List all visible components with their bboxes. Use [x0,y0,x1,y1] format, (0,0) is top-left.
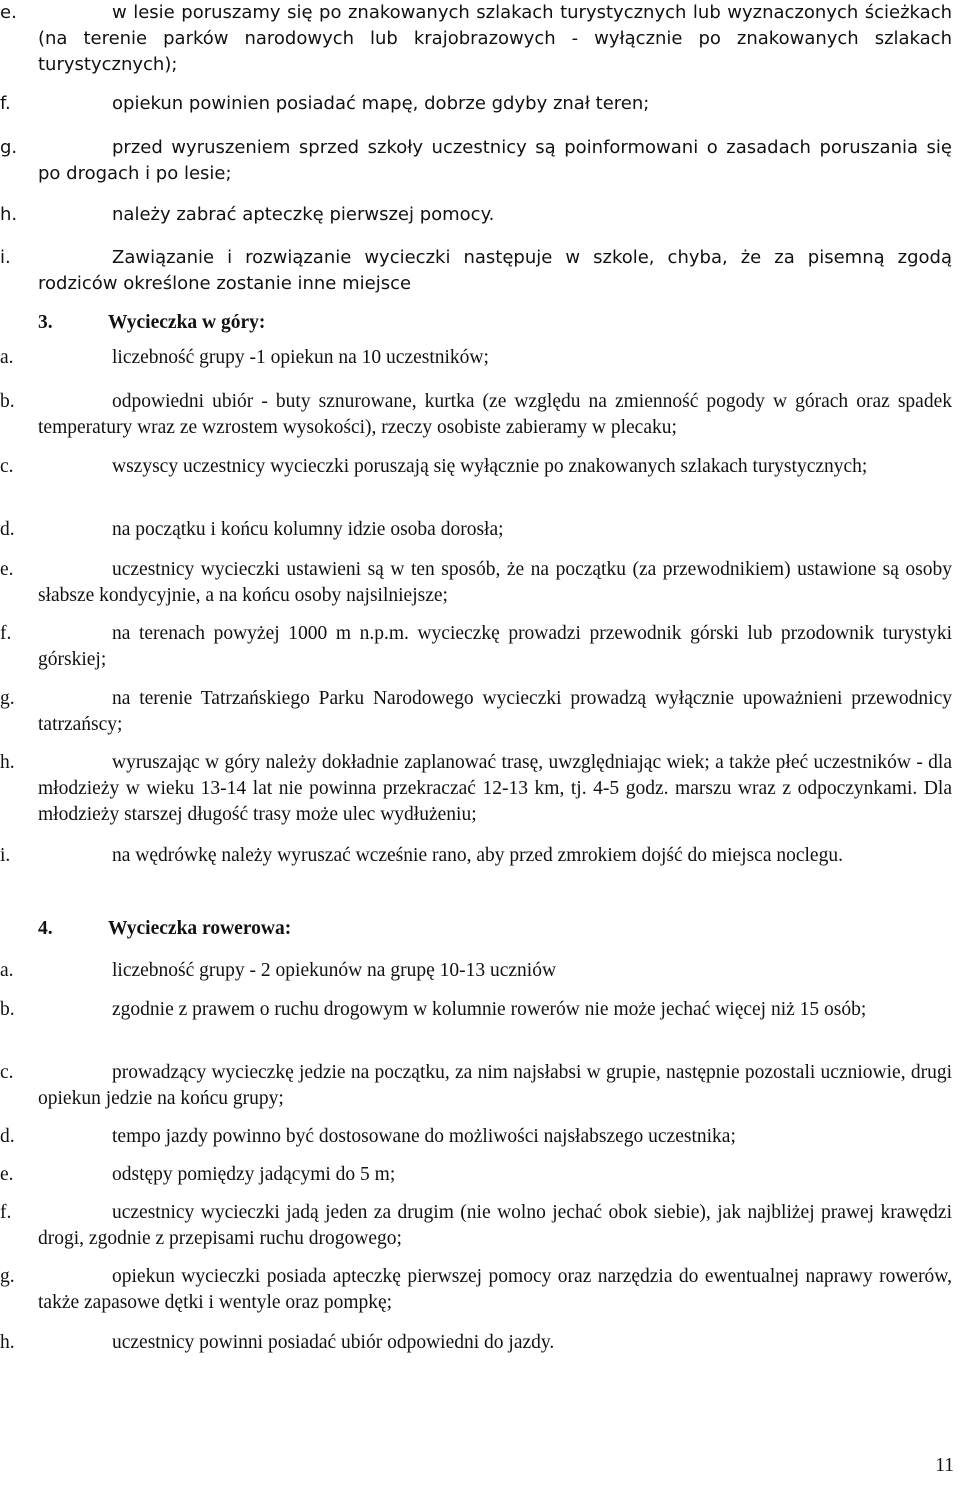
list-text: na początku i końcu kolumny idzie osoba dorosła; [112,519,504,540]
list-marker: e. [0,2,17,23]
list-item [0,517,952,543]
list-item [0,1124,952,1150]
list-text: odpowiedni ubiór - buty sznurowane, kurtka (ze względu na zmienność pogody w górach oraz spadek temperatury wraz ze wzrostem wysokości), rzeczy osobiste zabieramy w plecaku; [38,391,952,438]
list-item [0,1264,952,1316]
list-marker: e. [0,1164,14,1185]
list-text: liczebność grupy -1 opiekun na 10 uczestników; [112,347,489,368]
list-item [0,389,952,441]
list-text: na terenie Tatrzańskiego Parku Narodowego wycieczki prowadzą wyłącznie upoważnieni przewodnicy tatrzańscy; [38,688,952,735]
section-number: 4. [38,918,53,939]
list-text: na wędrówkę należy wyruszać wcześnie rano, aby przed zmrokiem dojść do miejsca noclegu. [112,845,843,866]
section-heading [38,918,291,940]
list-item [0,1330,952,1356]
list-text: Zawiązanie i rozwiązanie wycieczki następuje w szkole, chyba, że za pisemną zgodą rodziców określone zostanie inne miejsce [38,247,952,294]
list-marker: e. [0,559,14,580]
list-item [0,135,952,187]
list-text: prowadzący wycieczkę jedzie na początku, za nim najsłabsi w grupie, następnie pozostali uczniowie, drugi opiekun jedzie na końcu grupy; [38,1062,952,1109]
list-item [0,1060,952,1112]
list-item [0,958,952,984]
list-item [0,843,952,869]
list-marker: c. [0,456,14,477]
list-marker: f. [0,93,11,114]
list-item [0,454,952,480]
section-heading [38,312,265,334]
section-title: Wycieczka rowerowa: [108,918,292,939]
section-title: Wycieczka w góry: [108,312,266,333]
list-item [0,245,952,297]
list-text: liczebność grupy - 2 opiekunów na grupę 10-13 uczniów [112,960,557,981]
list-marker: b. [0,999,15,1020]
list-marker: g. [0,1266,15,1287]
list-text: należy zabrać apteczkę pierwszej pomocy. [112,204,495,225]
list-marker: h. [0,752,15,773]
list-text: opiekun wycieczki posiada apteczkę pierwszej pomocy oraz narzędzia do ewentualnej naprawy rowerów, także zapasowe dętki i wentyle oraz pompkę; [38,1266,952,1313]
list-item [0,1200,952,1252]
list-item [0,997,952,1023]
list-text: uczestnicy wycieczki ustawieni są w ten sposób, że na początku (za przewodnikiem) ustawione są osoby słabsze kondycyjnie, a na końcu osoby najsilniejsze; [38,559,952,606]
list-item [0,557,952,609]
list-marker: h. [0,204,18,225]
list-text: wszyscy uczestnicy wycieczki poruszają się wyłącznie po znakowanych szlakach turystycznych; [112,456,868,477]
list-marker: a. [0,347,14,368]
list-text: odstępy pomiędzy jadącymi do 5 m; [112,1164,396,1185]
list-text: opiekun powinien posiadać mapę, dobrze gdyby znał teren; [112,93,650,114]
list-marker: h. [0,1332,15,1353]
list-text: w lesie poruszamy się po znakowanych szlakach turystycznych lub wyznaczonych ścieżkach (na terenie parków narodowych lub krajobrazowych - wyłącznie po znakowanych szlakach turystycznych); [38,2,952,75]
list-item [0,1162,952,1188]
list-item [0,621,952,673]
list-marker: d. [0,519,15,540]
list-item [0,0,952,78]
list-item [0,345,952,371]
list-marker: b. [0,391,15,412]
list-text: uczestnicy wycieczki jadą jeden za drugim (nie wolno jechać obok siebie), jak najbliżej prawej krawędzi drogi, zgodnie z przepisami ruchu drogowego; [38,1202,952,1249]
list-marker: i. [0,845,11,866]
list-text: wyruszając w góry należy dokładnie zaplanować trasę, uwzględniając wiek; a także płeć uczestników - dla młodzieży w wieku 13-14 lat nie powinna przekraczać 12-13 km, tj. 4-5 godz. marszu wraz z odpoczynkami. Dla młodzieży starszej długość trasy może ulec wydłużeniu; [38,752,952,825]
list-text: tempo jazdy powinno być dostosowane do możliwości najsłabszego uczestnika; [112,1126,736,1147]
list-marker: g. [0,137,18,158]
list-marker: f. [0,1202,12,1223]
list-marker: i. [0,247,11,268]
section-number: 3. [38,312,53,333]
list-item [0,91,952,117]
list-marker: f. [0,623,12,644]
list-text: przed wyruszeniem sprzed szkoły uczestnicy są poinformowani o zasadach poruszania się po drogach i po lesie; [38,137,952,184]
list-item [0,750,952,828]
list-marker: g. [0,688,15,709]
list-text: zgodnie z prawem o ruchu drogowym w kolumnie rowerów nie może jechać więcej niż 15 osób; [112,999,867,1020]
list-item [0,686,952,738]
list-item [0,202,952,228]
page-number: 11 [935,1455,954,1476]
list-text: uczestnicy powinni posiadać ubiór odpowiedni do jazdy. [112,1332,555,1353]
list-marker: c. [0,1062,14,1083]
list-marker: a. [0,960,14,981]
list-text: na terenach powyżej 1000 m n.p.m. wycieczkę prowadzi przewodnik górski lub przodownik turystyki górskiej; [38,623,952,670]
list-marker: d. [0,1126,15,1147]
